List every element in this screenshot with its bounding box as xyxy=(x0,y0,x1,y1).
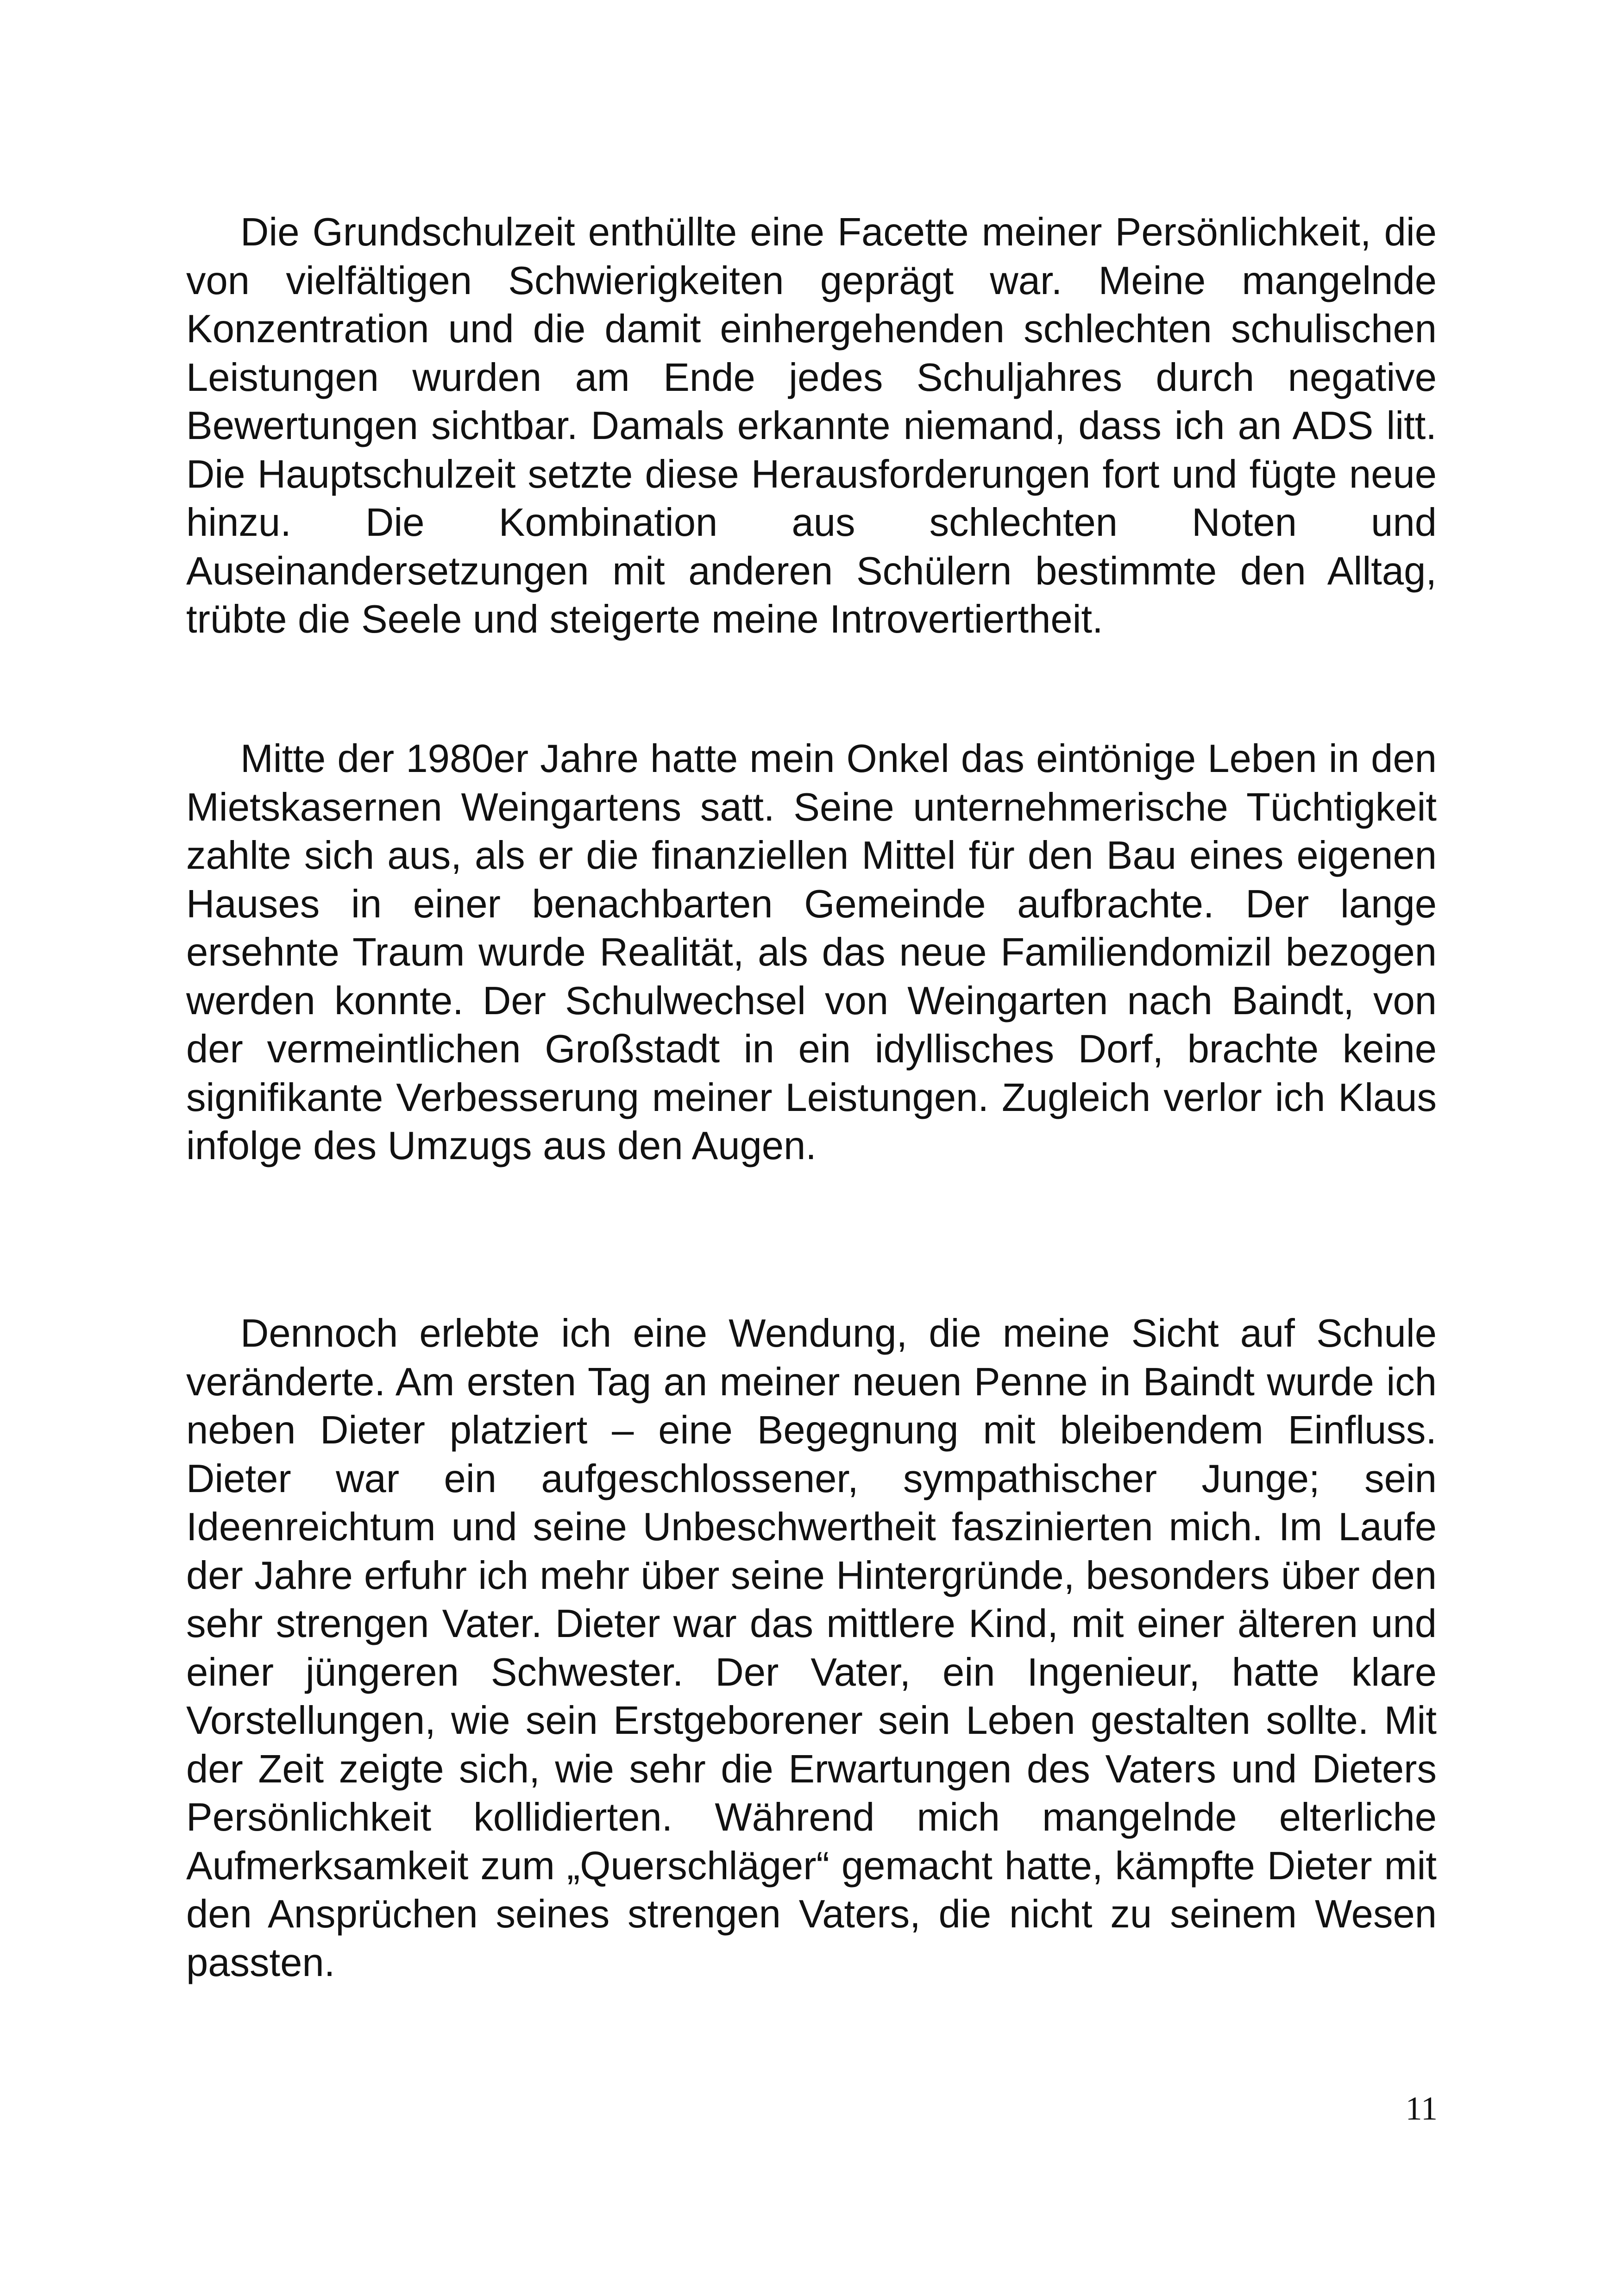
paragraph-grundschulzeit: Die Grundschulzeit enthüllte eine Facette meiner Persönlichkeit, die von vielfältigen Schwierigkeiten geprägt war. Meine mangelnde Konzentration und die damit einhergehenden schlechten schulischen Leistungen wurden am Ende jedes Schuljahres durch negative Bewertungen sichtbar. Damals erkannte niemand, dass ich an ADS litt. Die Hauptschulzeit setzte diese Herausforderungen fort und fügte neue hinzu. Die Kombination aus schlechten Noten und Auseinandersetzungen mit anderen Schülern bestimmte den Alltag, trübte die Seele und steigerte meine Introvertiertheit. xyxy=(186,210,1437,641)
paragraph-umzug-baindt: Mitte der 1980er Jahre hatte mein Onkel das eintönige Leben in den Mietskasernen Weingartens satt. Seine unternehmerische Tüchtigkeit zahlte sich aus, als er die finanziellen Mittel für den Bau eines eigenen Hauses in einer benachbarten Gemeinde aufbrachte. Der lange ersehnte Traum wurde Realität, als das neue Familiendomizil bezogen werden konnte. Der Schulwechsel von Weingarten nach Baindt, von der vermeintlichen Großstadt in ein idyllisches Dorf, brachte keine signifikante Verbesserung meiner Leistungen. Zugleich verlor ich Klaus infolge des Umzugs aus den Augen. xyxy=(186,737,1437,1168)
paragraph-dieter: Dennoch erlebte ich eine Wendung, die meine Sicht auf Schule veränderte. Am ersten Tag an meiner neuen Penne in Baindt wurde ich neben Dieter platziert – eine Begegnung mit bleibendem Einfluss. Dieter war ein aufgeschlossener, sympathischer Junge; sein Ideenreichtum und seine Unbeschwertheit faszinierten mich. Im Laufe der Jahre erfuhr ich mehr über seine Hintergründe, besonders über den sehr strengen Vater. Dieter war das mittlere Kind, mit einer älteren und einer jüngeren Schwester. Der Vater, ein Ingenieur, hatte klare Vorstellungen, wie sein Erstgeborener sein Leben gestalten sollte. Mit der Zeit zeigte sich, wie sehr die Erwartungen des Vaters und Dieters Persönlichkeit kollidierten. Während mich mangelnde elterliche Aufmerksamkeit zum „Querschläger“ gemacht hatte, kämpfte Dieter mit den Ansprüchen seines strengen Vaters, die nicht zu seinem Wesen passten. xyxy=(186,1311,1437,1985)
page-number: 11 xyxy=(1405,2090,1438,2127)
